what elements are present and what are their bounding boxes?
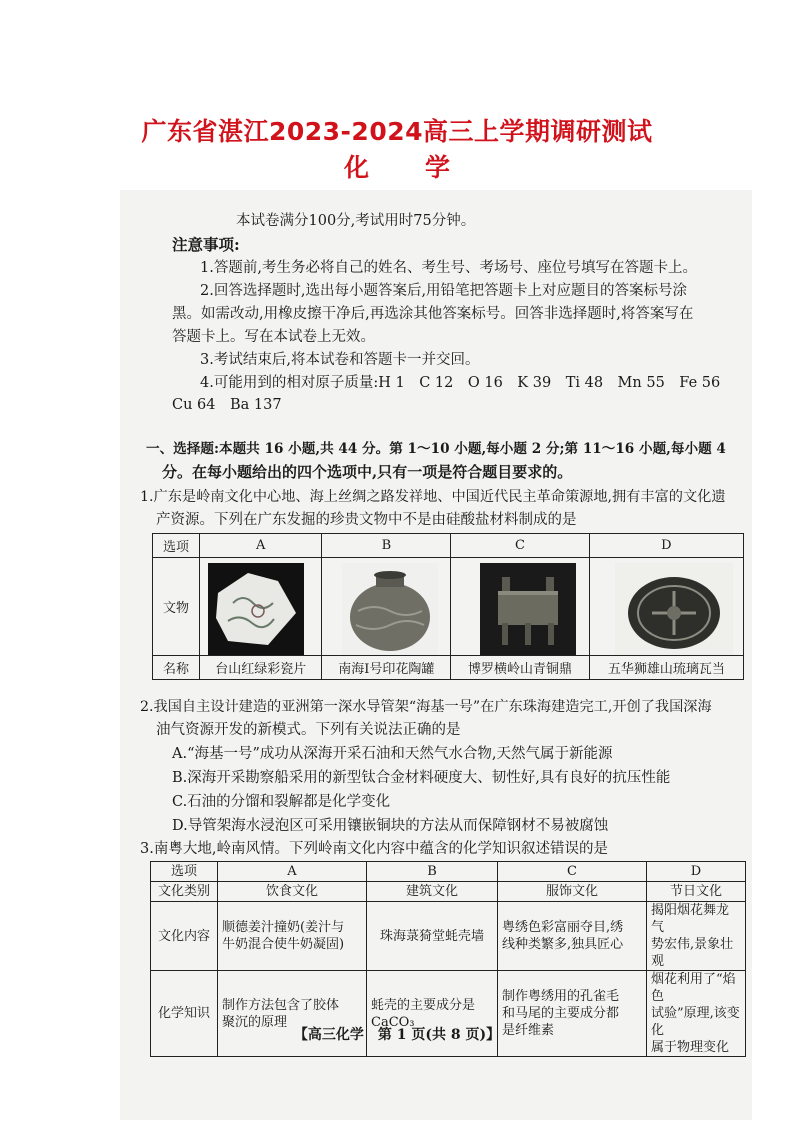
q1-header-name: 名称: [153, 656, 200, 680]
note-2-cont2: 答题卡上。写在本试卷上无效。: [172, 329, 375, 345]
q3-option-b: B: [367, 862, 498, 882]
q3-option-d: D: [647, 862, 746, 882]
q3-content-d: 揭阳烟花舞龙气 势宏伟,景象壮观: [647, 902, 746, 971]
q3-option-c: C: [498, 862, 647, 882]
q1-name-b: 南海Ⅰ号印花陶罐: [322, 656, 451, 680]
q3-content-c: 粤绣色彩富丽夺目,绣 线种类繁多,独具匠心: [498, 902, 647, 971]
q2-choice-b: B.深海开采勘察船采用的新型钛合金材料硬度大、韧性好,具有良好的抗压性能: [172, 770, 671, 786]
exam-title: 广东省湛江2023-2024高三上学期调研测试: [141, 117, 653, 146]
q1-header-artifact: 文物: [153, 558, 200, 656]
q3-category-b: 建筑文化: [367, 882, 498, 902]
q2-choice-c: C.石油的分馏和裂解都是化学变化: [172, 794, 391, 810]
q1-stem-cont: 产资源。下列在广东发掘的珍贵文物中不是由硅酸盐材料制成的是: [156, 512, 577, 528]
q3-category-a: 饮食文化: [218, 882, 367, 902]
q3-knowledge-c: 制作粤绣用的孔雀毛 和马尾的主要成分都 是纤维素: [498, 971, 647, 1057]
q3-knowledge-d: 烟花利用了“焰色 试验”原理,该变化 属于物理变化: [647, 971, 746, 1057]
q1-option-a: A: [200, 534, 322, 558]
porcelain-shard-photo: [208, 563, 304, 655]
q3-knowledge-a: 制作方法包含了胶体 聚沉的原理: [218, 971, 367, 1057]
subject-title: 化学: [343, 153, 506, 182]
pottery-jar-photo: [342, 563, 438, 655]
notice-title: 注意事项:: [172, 235, 240, 254]
q3-category-c: 服饰文化: [498, 882, 647, 902]
note-4-cont: Cu 64 Ba 137: [172, 397, 282, 413]
q3-knowledge-b: 蚝壳的主要成分是 CaCO₃: [367, 971, 498, 1057]
q3-header-category: 文化类别: [151, 882, 218, 902]
q3-header-knowledge: 化学知识: [151, 971, 218, 1057]
q3-stem: 3.南粤大地,岭南风情。下列岭南文化内容中蕴含的化学知识叙述错误的是: [140, 841, 608, 857]
section-1-header-cont: 分。在每小题给出的四个选项中,只有一项是符合题目要求的。: [162, 463, 573, 481]
q1-name-a: 台山红绿彩瓷片: [200, 656, 322, 680]
q2-choice-a: A.“海基一号”成功从深海开采石油和天然气水合物,天然气属于新能源: [172, 746, 613, 762]
section-1-header: 一、选择题:本题共 16 小题,共 44 分。第 1～10 小题,每小题 2 分;第 11～16 小题,每小题 4: [146, 441, 726, 457]
q3-header-option: 选项: [151, 862, 218, 882]
q1-option-d: D: [589, 534, 743, 558]
q2-stem-cont: 油气资源开发的新模式。下列有关说法正确的是: [156, 722, 461, 738]
note-3: 3.考试结束后,将本试卷和答题卡一并交回。: [200, 352, 480, 368]
q3-content-b: 珠海菉猗堂蚝壳墙: [367, 902, 498, 971]
note-4: 4.可能用到的相对原子质量:H 1 C 12 O 16 K 39 Ti 48 Mn 55 Fe 56: [200, 375, 721, 391]
page-footer: 【高三化学 第 1 页(共 8 页)】: [293, 1027, 501, 1043]
glazed-tile-photo: [615, 563, 733, 655]
note-2-cont: 黑。如需改动,用橡皮擦干净后,再选涂其他答案标号。回答非选择题时,将答案写在: [172, 306, 694, 322]
note-1: 1.答题前,考生务必将自己的姓名、考生号、考场号、座位号填写在答题卡上。: [200, 260, 697, 276]
q1-option-c: C: [451, 534, 589, 558]
q1-option-b: B: [322, 534, 451, 558]
q1-name-d: 五华狮雄山琉璃瓦当: [589, 656, 743, 680]
q3-category-d: 节日文化: [647, 882, 746, 902]
q3-option-a: A: [218, 862, 367, 882]
q1-stem: 1.广东是岭南文化中心地、海上丝绸之路发祥地、中国近代民主革命策源地,拥有丰富的文化遗: [140, 489, 726, 505]
score-line: 本试卷满分100分,考试用时75分钟。: [236, 213, 476, 229]
q2-stem: 2.我国自主设计建造的亚洲第一深水导管架“海基一号”在广东珠海建造完工,开创了我国深海: [140, 699, 712, 715]
q3-header-content: 文化内容: [151, 902, 218, 971]
q1-name-c: 博罗横岭山青铜鼎: [451, 656, 589, 680]
bronze-ding-photo: [480, 563, 576, 655]
q1-header-option: 选项: [153, 534, 200, 558]
note-2: 2.回答选择题时,选出每小题答案后,用铅笔把答题卡上对应题目的答案标号涂: [200, 283, 688, 299]
q3-content-a: 顺德姜汁撞奶(姜汁与 牛奶混合使牛奶凝固): [218, 902, 367, 971]
q2-choice-d: D.导管架海水浸泡区可采用镶嵌铜块的方法从而保障钢材不易被腐蚀: [172, 818, 609, 834]
